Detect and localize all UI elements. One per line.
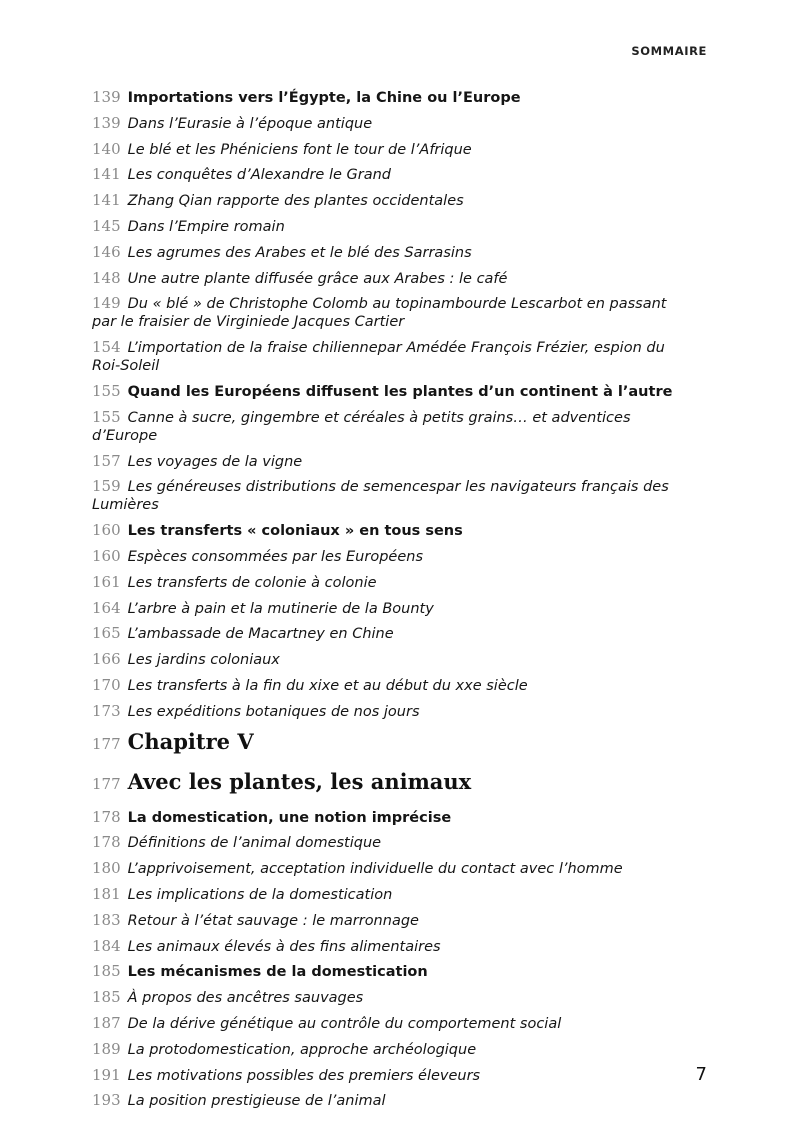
toc-page-number: 155	[92, 381, 121, 400]
toc-entry-title: Les agrumes des Arabes et le blé des Sarrasins	[127, 244, 472, 261]
toc-page-number: 184	[92, 936, 121, 955]
toc-entry-title: Les mécanismes de la domestication	[127, 964, 428, 981]
toc-entry-title: Retour à l’état sauvage : le marronnage	[127, 912, 419, 929]
toc-entry-title: Les transferts « coloniaux » en tous sens	[127, 523, 463, 540]
toc-entry-title: Les transferts de colonie à colonie	[127, 574, 377, 591]
toc-entry-title: L’apprivoisement, acceptation individuelle du contact avec l’homme	[127, 861, 623, 878]
toc-subsection-entry	[92, 140, 687, 159]
toc-subsection-entry	[92, 547, 687, 566]
toc-subsection-entry	[92, 624, 687, 643]
toc-subsection-entry	[92, 833, 687, 852]
toc-page-number: 189	[92, 1039, 121, 1058]
toc-entry-title: Chapitre V	[127, 728, 254, 754]
toc-subsection-entry	[92, 477, 687, 514]
toc-subsection-entry	[92, 650, 687, 669]
table-of-contents	[92, 88, 687, 1117]
toc-section-entry	[92, 962, 687, 981]
toc-page-number: 140	[92, 139, 121, 158]
toc-page-number: 178	[92, 807, 121, 826]
toc-section-entry	[92, 521, 687, 540]
toc-page-number: 160	[92, 521, 121, 540]
toc-entry-title: Zhang Qian rapporte des plantes occidentales	[127, 193, 464, 210]
toc-subsection-entry	[92, 269, 687, 288]
toc-entry-title: Espèces consommées par les Européens	[127, 548, 424, 565]
toc-subsection-entry	[92, 573, 687, 592]
toc-subsection-entry	[92, 191, 687, 210]
toc-entry-title: Les animaux élevés à des fins alimentaires	[127, 938, 441, 955]
toc-page-number: 154	[92, 338, 121, 357]
toc-page-number: 148	[92, 268, 121, 287]
toc-page-number: 177	[92, 774, 121, 793]
toc-entry-title: Importations vers l’Égypte, la Chine ou l’Europe	[127, 90, 521, 106]
toc-page-number: 146	[92, 242, 121, 261]
toc-subsection-entry	[92, 1014, 687, 1033]
toc-entry-title: Les conquêtes d’Alexandre le Grand	[127, 167, 391, 184]
toc-page-number: 181	[92, 884, 121, 903]
toc-page-number: 139	[92, 88, 121, 106]
toc-chapter-heading	[92, 728, 687, 759]
toc-entry-title: Les expéditions botaniques de nos jours	[127, 703, 420, 720]
toc-entry-title: Dans l’Empire romain	[127, 218, 285, 235]
toc-subsection-entry	[92, 1040, 687, 1059]
toc-page-number: 173	[92, 701, 121, 720]
running-header: SOMMAIRE	[631, 44, 707, 58]
toc-entry-title: À propos des ancêtres sauvages	[127, 990, 364, 1007]
toc-entry-title: La position prestigieuse de l’animal	[127, 1093, 386, 1110]
toc-page-number: 170	[92, 675, 121, 694]
toc-subsection-entry	[92, 676, 687, 695]
toc-page-number: 159	[92, 477, 121, 496]
toc-page-number: 166	[92, 650, 121, 669]
toc-subsection-entry	[92, 243, 687, 262]
toc-subsection-entry	[92, 702, 687, 721]
toc-page-number: 191	[92, 1065, 121, 1084]
toc-entry-title: Les implications de la domestication	[127, 886, 393, 903]
toc-entry-title: Une autre plante diffusée grâce aux Arabes : le café	[127, 270, 508, 287]
toc-subsection-entry	[92, 408, 687, 445]
toc-subsection-entry	[92, 165, 687, 184]
toc-page-number: 187	[92, 1013, 121, 1032]
toc-subsection-entry	[92, 114, 687, 133]
toc-entry-title: De la dérive génétique au contrôle du comportement social	[127, 1015, 562, 1032]
toc-page-number: 160	[92, 546, 121, 565]
toc-entry-title: L’importation de la fraise chiliennepar Amédée François Frézier, espion du Roi-Soleil	[92, 340, 665, 375]
toc-page-number: 180	[92, 859, 121, 878]
toc-page-number: 157	[92, 451, 121, 470]
toc-subsection-entry	[92, 911, 687, 930]
toc-page-number: 161	[92, 572, 121, 591]
toc-page-number: 141	[92, 191, 121, 210]
toc-entry-title: Les motivations possibles des premiers éleveurs	[127, 1067, 481, 1084]
page-number: 7	[695, 1064, 707, 1085]
toc-page-number: 185	[92, 962, 121, 981]
toc-entry-title: Quand les Européens diffusent les plantes d’un continent à l’autre	[127, 383, 673, 400]
toc-page-number: 139	[92, 113, 121, 132]
toc-subsection-entry	[92, 338, 687, 375]
toc-section-entry	[92, 808, 687, 827]
toc-entry-title: Les jardins coloniaux	[127, 652, 280, 669]
toc-entry-title: L’arbre à pain et la mutinerie de la Bounty	[127, 600, 434, 617]
toc-page-number: 149	[92, 294, 121, 313]
toc-page-number: 177	[92, 734, 121, 753]
toc-entry-title: L’ambassade de Macartney en Chine	[127, 626, 394, 643]
toc-page-number: 178	[92, 833, 121, 852]
toc-entry-title: La protodomestication, approche archéologique	[127, 1041, 477, 1058]
toc-page-number: 155	[92, 407, 121, 426]
toc-entry-title: Les voyages de la vigne	[127, 453, 303, 470]
toc-entry-title: Avec les plantes, les animaux	[127, 768, 472, 794]
toc-entry-title: Définitions de l’animal domestique	[127, 835, 382, 852]
toc-subsection-entry	[92, 1091, 687, 1110]
toc-entry-title: Canne à sucre, gingembre et céréales à petits grains… et adventices d’Europe	[92, 409, 631, 444]
toc-chapter-heading	[92, 768, 687, 799]
toc-page-number: 164	[92, 598, 121, 617]
toc-entry-title: La domestication, une notion imprécise	[127, 809, 452, 826]
toc-subsection-entry	[92, 1066, 687, 1085]
toc-page-number: 193	[92, 1091, 121, 1110]
toc-page-number: 185	[92, 988, 121, 1007]
toc-entry-title: Les transferts à la fin du xixe et au début du xxe siècle	[127, 677, 528, 694]
toc-page-number: 165	[92, 624, 121, 643]
toc-subsection-entry	[92, 294, 687, 331]
toc-page-number: 141	[92, 165, 121, 184]
toc-entry-title: Du « blé » de Christophe Colomb au topinambourde Lescarbot en passant par le fraisier de Virginiede Jacques Cartier	[92, 296, 667, 331]
toc-subsection-entry	[92, 599, 687, 618]
toc-subsection-entry	[92, 988, 687, 1007]
toc-section-entry	[92, 88, 687, 107]
toc-subsection-entry	[92, 859, 687, 878]
toc-entry-title: Les généreuses distributions de semencespar les navigateurs français des Lumières	[92, 479, 669, 514]
toc-page-number: 183	[92, 910, 121, 929]
toc-section-entry	[92, 382, 687, 401]
toc-entry-title: Dans l’Eurasie à l’époque antique	[127, 115, 373, 132]
toc-subsection-entry	[92, 452, 687, 471]
toc-page-number: 145	[92, 216, 121, 235]
toc-subsection-entry	[92, 885, 687, 904]
toc-subsection-entry	[92, 217, 687, 236]
toc-subsection-entry	[92, 937, 687, 956]
toc-entry-title: Le blé et les Phéniciens font le tour de l’Afrique	[127, 141, 472, 158]
